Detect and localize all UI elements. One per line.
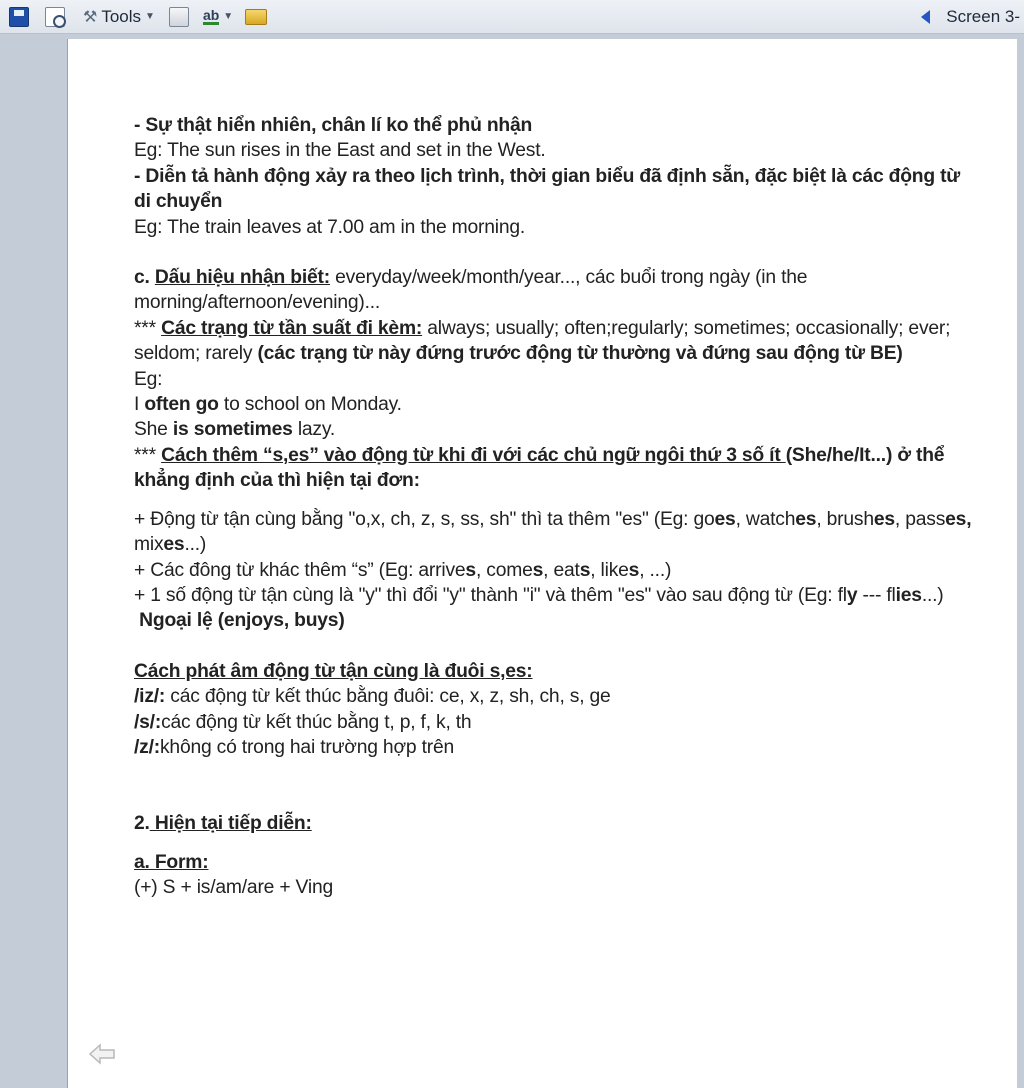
doc-paragraph: [134, 558, 974, 583]
text-run: không có trong hai trường hợp trên: [159, 736, 454, 758]
doc-line: Eg: The sun rises in the East and set in the West.: [134, 140, 546, 162]
section-heading: a. Form:: [134, 851, 209, 873]
new-comment-button[interactable]: [242, 4, 270, 30]
text-run: is sometimes: [172, 419, 293, 441]
text-run: , eat: [543, 559, 580, 581]
research-button[interactable]: [166, 4, 192, 30]
doc-line: Eg:: [134, 368, 163, 390]
doc-paragraph: [134, 265, 974, 316]
section-heading: Cách phát âm động từ tận cùng là đuôi s,es:: [134, 660, 533, 682]
text-run: + Các đông từ khác thêm “s” (Eg: arrive: [134, 559, 466, 581]
spelling-button[interactable]: [200, 4, 236, 30]
doc-paragraph: [134, 583, 974, 608]
text-run: , like: [590, 559, 629, 581]
text-run: I: [134, 394, 145, 416]
doc-paragraph: [134, 684, 974, 709]
section-heading: Hiện tại tiếp diễn:: [149, 813, 312, 835]
tools-label: Tools: [101, 6, 142, 26]
text-run: ...): [921, 584, 944, 606]
doc-line: Ngoại lệ (enjoys, buys): [134, 610, 345, 632]
doc-paragraph: [134, 735, 974, 760]
text-run: es: [163, 534, 185, 556]
text-run: (các trạng từ này đứng trước động từ thường và đứng sau động từ BE): [257, 343, 903, 365]
research-icon: [169, 7, 189, 27]
text-run: y: [846, 584, 858, 606]
chevron-down-icon: ▼: [145, 11, 155, 22]
text-run: to school on Monday.: [218, 394, 402, 416]
doc-paragraph: [134, 443, 974, 494]
stars: ***: [134, 444, 156, 466]
back-arrow-icon[interactable]: [88, 1042, 116, 1066]
section-prefix: c.: [134, 267, 150, 289]
doc-line: Eg: The train leaves at 7.00 am in the morning.: [134, 216, 526, 238]
text-run: + 1 số động từ tận cùng là "y" thì đổi "y" thành "i" và thêm "es" vào sau động từ (Eg: fl: [134, 584, 847, 606]
text-run: es: [795, 508, 817, 530]
text-run: mix: [134, 534, 164, 556]
text-run: /s/:: [134, 711, 162, 733]
save-icon: [9, 7, 29, 27]
text-run: các động từ kết thúc bằng t, p, f, k, th: [161, 711, 472, 733]
text-run: always; usually; often;regularly; sometimes; occasionally; ever; seldom; rarely: [134, 317, 951, 365]
text-run: các động từ kết thúc bằng đuôi: ce, x, z, sh, ch, s, ge: [165, 686, 611, 708]
text-run: often go: [144, 394, 219, 416]
doc-paragraph: [134, 316, 974, 367]
print-preview-button[interactable]: [42, 4, 68, 30]
text-run: s: [579, 559, 591, 581]
tools-menu-button[interactable]: [80, 4, 158, 30]
folder-icon: [245, 9, 267, 25]
text-run: , pass: [894, 508, 946, 530]
text-run: --- fl: [857, 584, 896, 606]
text-run: es: [714, 508, 736, 530]
text-run: She: [134, 419, 173, 441]
section-number: 2.: [134, 813, 150, 835]
doc-paragraph: [134, 417, 974, 442]
text-run: s: [465, 559, 476, 581]
section-heading: Cách thêm “s,es” vào động từ khi đi với các chủ ngữ ngôi thứ 3 số ít: [161, 444, 786, 466]
doc-line: (+) S + is/am/are + Ving: [134, 877, 333, 899]
text-run: , brush: [816, 508, 874, 530]
section-heading: Các trạng từ tần suất đi kèm:: [161, 317, 423, 339]
text-run: lazy.: [292, 419, 336, 441]
text-run: s: [628, 559, 640, 581]
stars: ***: [134, 317, 156, 339]
text-run: es,: [945, 508, 972, 530]
doc-paragraph: [134, 392, 974, 417]
section-heading: Dấu hiệu nhận biết:: [154, 267, 330, 289]
previous-screen-icon[interactable]: [921, 10, 930, 24]
text-run: , watch: [735, 508, 796, 530]
toolbar: [0, 0, 1024, 34]
text-run: ...): [184, 534, 207, 556]
document-content: [134, 113, 974, 901]
doc-line: - Sự thật hiển nhiên, chân lí ko thể phủ nhận: [134, 115, 533, 136]
screen-navigation: [921, 0, 1024, 34]
screen-label: Screen 3-: [946, 7, 1020, 26]
text-run: (She/he/It...) ở thể khẳng định của thì hiện tại đơn:: [134, 444, 945, 492]
text-run: , come: [475, 559, 533, 581]
spelling-icon: ab: [202, 7, 220, 23]
save-button[interactable]: [6, 4, 32, 30]
tools-icon: ⚒: [83, 8, 98, 26]
text-run: /iz/:: [134, 686, 166, 708]
text-run: ies: [895, 584, 922, 606]
doc-paragraph: [134, 507, 974, 558]
doc-paragraph: [134, 710, 974, 735]
print-preview-icon: [45, 7, 65, 27]
text-run: es: [873, 508, 895, 530]
chevron-down-icon: ▼: [223, 11, 234, 22]
text-run: , ...): [639, 559, 672, 581]
doc-paragraph: [134, 811, 974, 836]
text-run: + Động từ tận cùng bằng "o,x, ch, z, s, ss, sh" thì ta thêm "es" (Eg: go: [134, 508, 715, 530]
text-run: /z/:: [134, 736, 160, 758]
text-run: everyday/week/month/year..., các buổi trong ngày (in the morning/afternoon/evening)...: [134, 267, 808, 314]
text-run: s: [532, 559, 544, 581]
doc-line: - Diễn tả hành động xảy ra theo lịch trình, thời gian biểu đã định sẵn, đặc biệt là các động từ di chuyển: [134, 165, 961, 213]
document-page: [67, 39, 1017, 1088]
